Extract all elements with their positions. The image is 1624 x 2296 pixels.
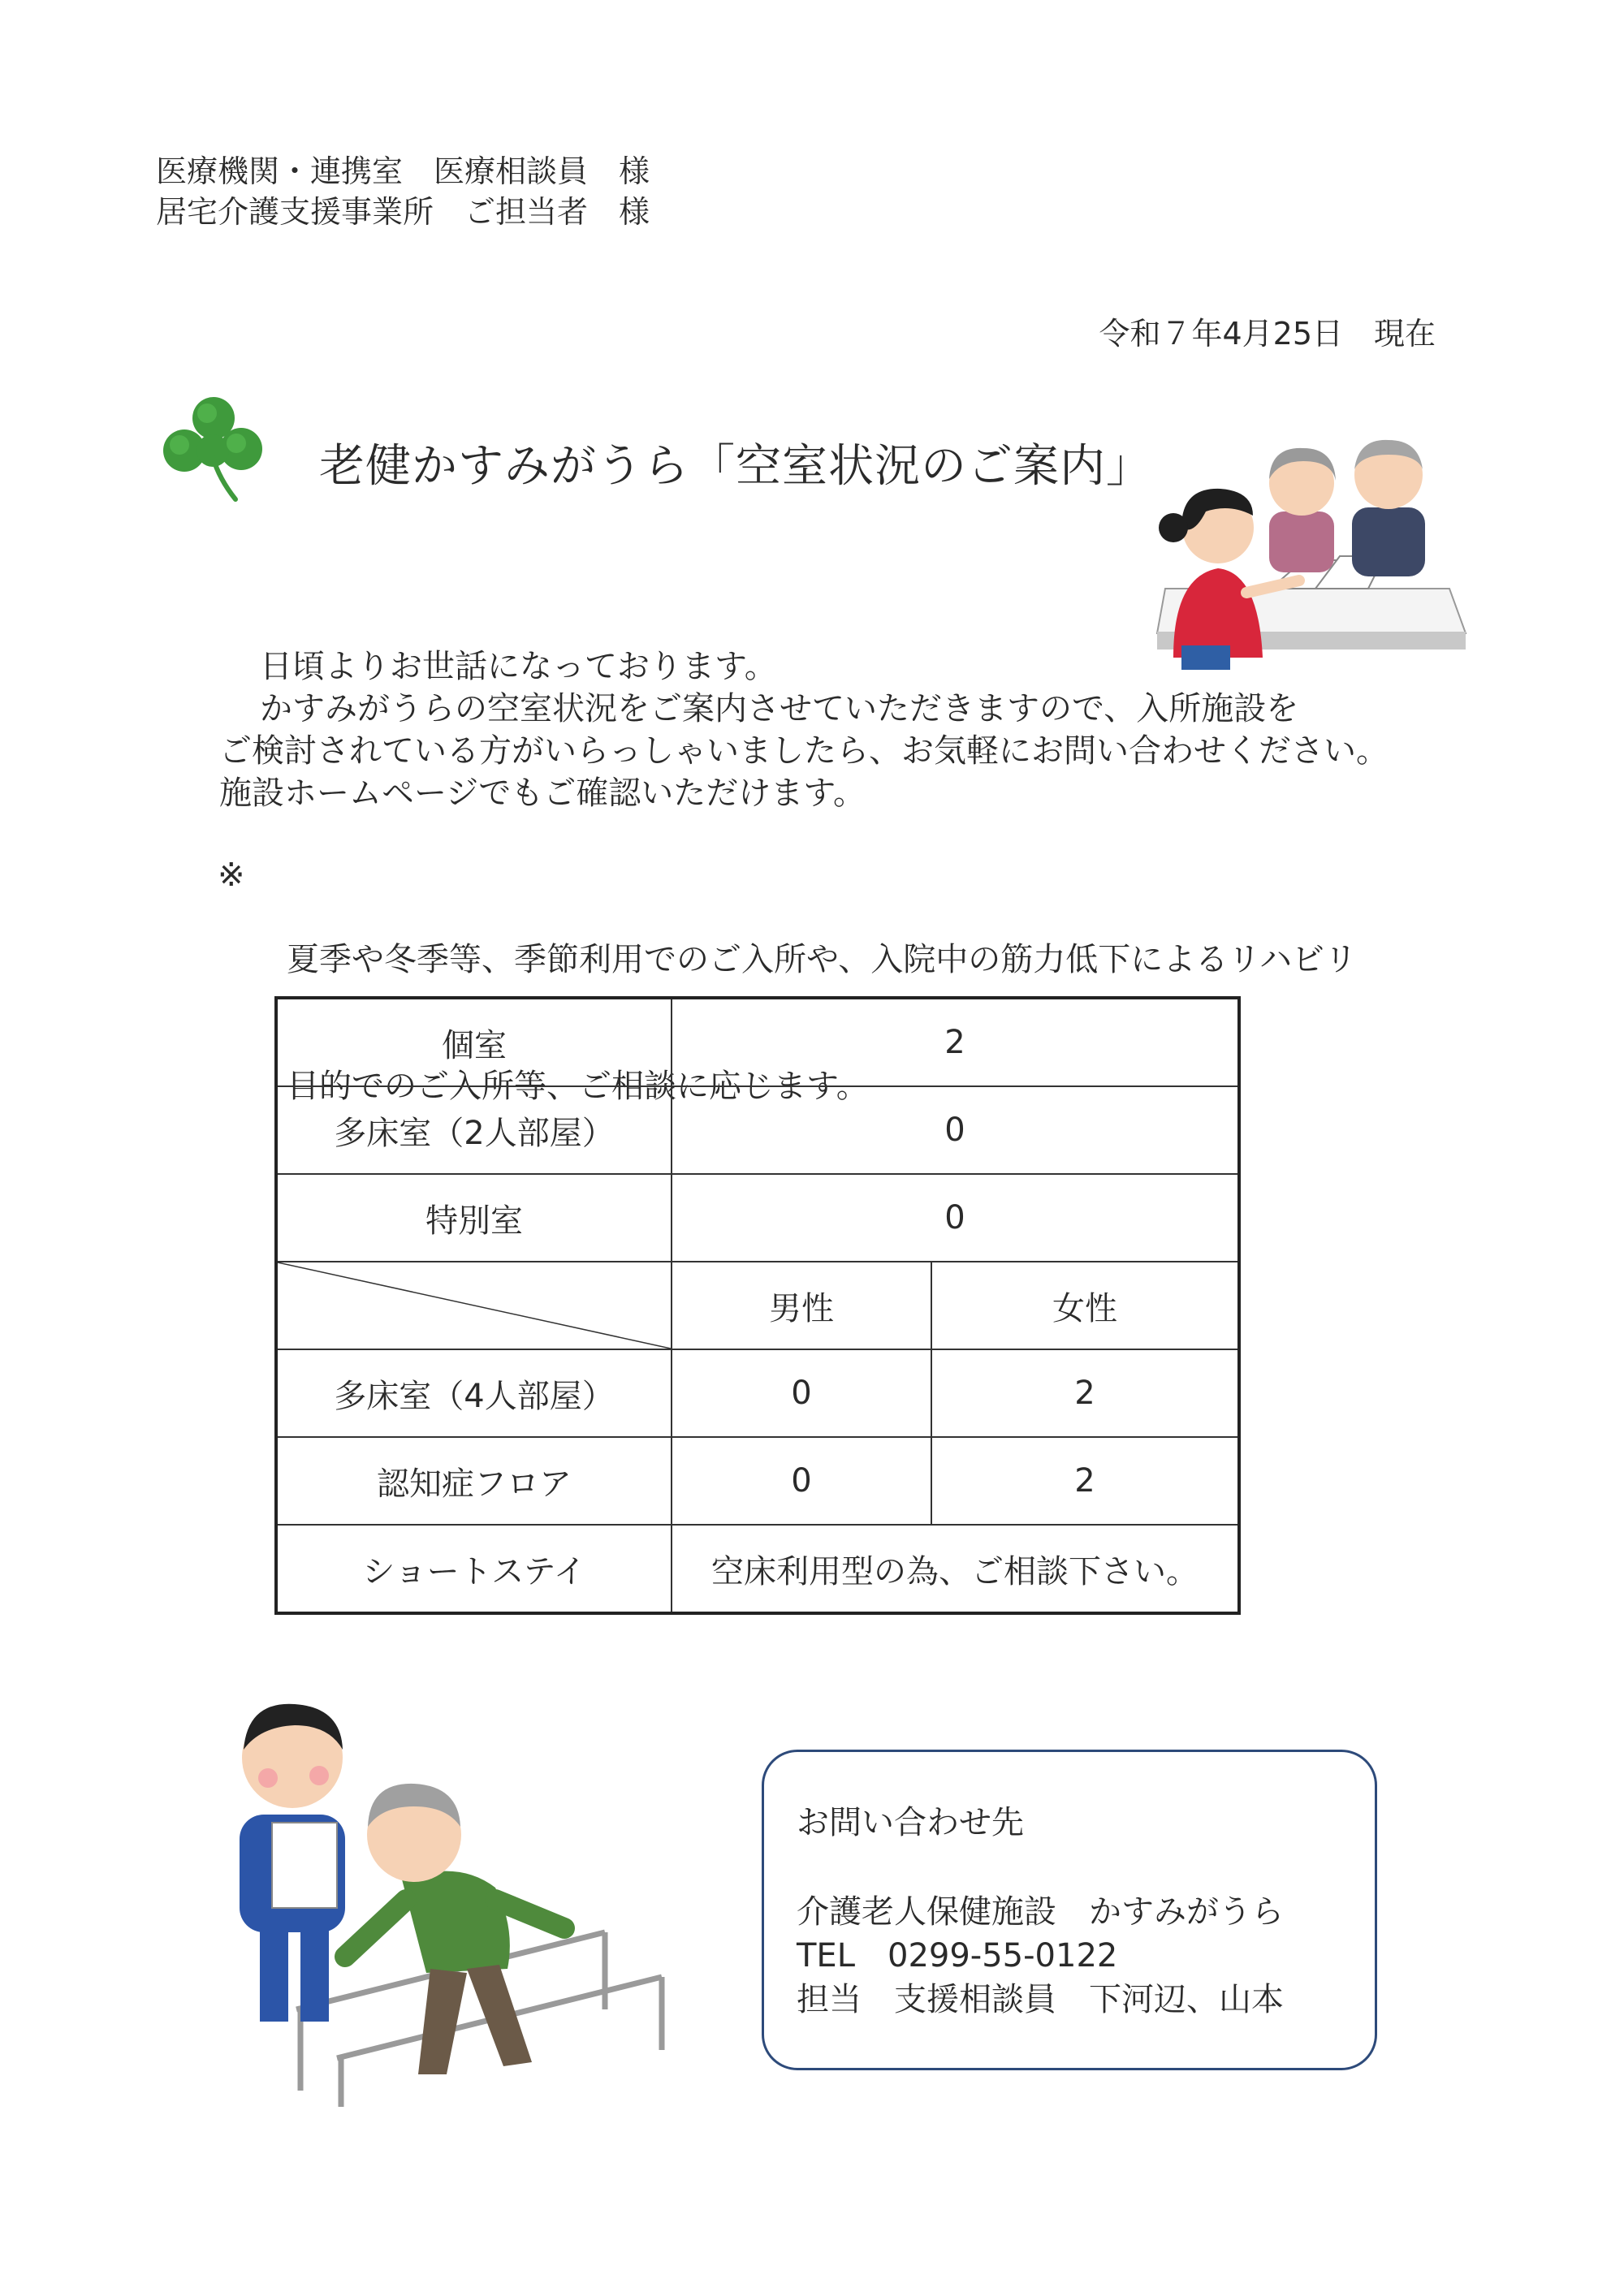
- vacancy-count: 0: [672, 1174, 1239, 1262]
- contact-facility: 介護老人保健施設 かすみがうら: [797, 1893, 1284, 1931]
- intro-line: かすみがうらの空室状況をご案内させていただきますので、入所施設を: [260, 690, 1299, 727]
- note-line: 夏季や冬季等、季節利用でのご入所や、入院中の筋力低下によるリハビリ: [287, 941, 1357, 978]
- note-line: 目的でのご入所等、ご相談に応じます。: [287, 1068, 869, 1105]
- rehabilitation-illustration: [223, 1685, 678, 2107]
- table-row: [276, 1349, 1239, 1437]
- vacancy-table: [274, 996, 1241, 1615]
- contact-heading: お問い合わせ先: [797, 1804, 1024, 1841]
- clover-icon: [158, 394, 268, 507]
- contact-phone: TEL 0299-55-0122: [797, 1937, 1118, 1974]
- table-row: [276, 1086, 1239, 1174]
- contact-box: [762, 1750, 1377, 2070]
- room-type-label: 多床室（2人部屋）: [276, 1086, 672, 1174]
- female-header: 女性: [931, 1262, 1239, 1349]
- addressee-block: [156, 151, 650, 232]
- contact-person: 担当 支援相談員 下河辺、山本: [797, 1981, 1284, 2018]
- female-count: 2: [931, 1349, 1239, 1437]
- page-title: 老健かすみがうら「空室状況のご案内」: [319, 440, 1152, 493]
- table-header-row: [276, 1262, 1239, 1349]
- consultation-illustration: [1149, 414, 1474, 674]
- room-type-label: 多床室（4人部屋）: [276, 1349, 672, 1437]
- room-type-label: 個室: [276, 998, 672, 1086]
- intro-text: [219, 645, 1389, 814]
- room-type-label: 特別室: [276, 1174, 672, 1262]
- room-type-label: ショートステイ: [276, 1525, 672, 1613]
- vacancy-count: 0: [672, 1086, 1239, 1174]
- table-row: [276, 1437, 1239, 1525]
- table-row: [276, 1525, 1239, 1613]
- note-mark: ※: [218, 857, 245, 894]
- room-type-label: 認知症フロア: [276, 1437, 672, 1525]
- diagonal-line: [278, 1262, 671, 1349]
- addressee-line: 医療機関・連携室 医療相談員 様: [156, 153, 650, 189]
- short-stay-note: 空床利用型の為、ご相談下さい。: [672, 1525, 1239, 1613]
- intro-line: 日頃よりお世話になっております。: [260, 648, 777, 685]
- vacancy-count: 2: [672, 998, 1239, 1086]
- issue-date: 令和７年4月25日 現在: [1099, 316, 1436, 352]
- diagonal-header-cell: [276, 1262, 672, 1349]
- female-count: 2: [931, 1437, 1239, 1525]
- male-count: 0: [672, 1437, 931, 1525]
- male-header: 男性: [672, 1262, 931, 1349]
- table-row: [276, 1174, 1239, 1262]
- intro-line: ご検討されている方がいらっしゃいましたら、お気軽にお問い合わせください。: [219, 732, 1389, 770]
- male-count: 0: [672, 1349, 931, 1437]
- intro-line: 施設ホームページでもご確認いただけます。: [219, 775, 866, 812]
- table-row: [276, 998, 1239, 1086]
- addressee-line: 居宅介護支援事業所 ご担当者 様: [156, 194, 650, 230]
